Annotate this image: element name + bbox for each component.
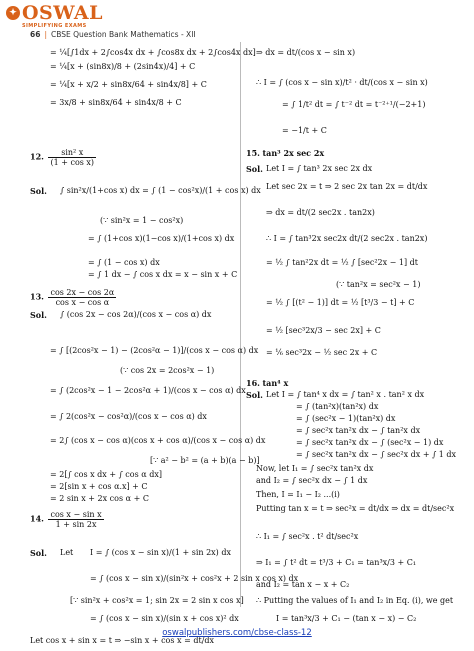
solution-line: Let I = ∫ tan⁴ x dx = ∫ tan² x . tan² x dx bbox=[266, 390, 425, 399]
logo-emblem-icon: ✦ bbox=[6, 6, 20, 20]
question-number: 12. bbox=[30, 151, 44, 162]
sol-text: Sol. bbox=[30, 310, 47, 320]
solution-line: Then, I = I₁ − I₂ ...(i) bbox=[256, 490, 340, 499]
solution-line: = ∫ (tan²x)(tan²x) dx bbox=[296, 402, 379, 411]
solution-label bbox=[30, 310, 47, 321]
running-title: CBSE Question Bank Mathematics - XII bbox=[50, 30, 196, 39]
numerator: sin² x bbox=[48, 148, 96, 158]
solution-line: = ∫ (2cos²x − 1 − 2cos²α + 1)/(cos x − cos α) dx bbox=[50, 386, 246, 395]
solution-line: = ∫ (1+cos x)(1−cos x)/(1+cos x) dx bbox=[88, 234, 235, 243]
separator: | bbox=[44, 30, 47, 39]
solution-line: = ∫ (sec²x − 1)(tan²x) dx bbox=[296, 414, 396, 423]
solution-note: (∵ tan²x = sec²x − 1) bbox=[336, 280, 421, 289]
question-number: 16. bbox=[246, 378, 260, 388]
solution-line: ∫ (cos 2x − cos 2α)/(cos x − cos α) dx bbox=[60, 310, 212, 319]
solution-line: ⇒ I₁ = ∫ t² dt = t³/3 + C₁ = tan³x/3 + C₁ bbox=[256, 558, 417, 567]
solution-line: I = ∫ (cos x − sin x)/(1 + sin 2x) dx bbox=[90, 548, 231, 557]
page-number: 66 bbox=[30, 30, 41, 39]
solution-note: (∵ sin²x = 1 − cos²x) bbox=[100, 216, 184, 225]
solution-line: Putting tan x = t ⇒ sec²x = dt/dx ⇒ dx = dt/sec²x bbox=[256, 504, 455, 513]
question-12 bbox=[30, 148, 98, 167]
solution-line: = ⅙ sec³2x − ½ sec 2x + C bbox=[266, 348, 378, 357]
logo-text: OSWAL bbox=[22, 2, 103, 24]
question-13 bbox=[30, 288, 118, 307]
solution-note: [∵ sin²x + cos²x = 1; sin 2x = 2 sin x cos x] bbox=[70, 596, 244, 605]
solution-line: = ∫ (cos x − sin x)/(sin²x + cos²x + 2 sin x cos x) dx bbox=[90, 574, 299, 583]
solution-line: = 2∫ (cos x − cos α)(cos x + cos α)/(cos x − cos α) dx bbox=[50, 436, 266, 445]
question-fraction bbox=[48, 288, 116, 307]
question-text: tan⁴ x bbox=[262, 378, 289, 388]
solution-line: ∫ sin²x/(1+cos x) dx = ∫ (1 − cos²x)/(1 + cos x) dx bbox=[60, 186, 261, 195]
solution-line: = 2 sin x + 2x cos α + C bbox=[50, 494, 149, 503]
question-fraction bbox=[48, 510, 103, 529]
solution-line: and I₂ = tan x − x + C₂ bbox=[256, 580, 350, 589]
numerator: cos 2x − cos 2α bbox=[50, 288, 115, 297]
solution-line: = ½ [sec³2x/3 − sec 2x] + C bbox=[266, 326, 381, 335]
solution-line: I = tan³x/3 + C₁ − (tan x − x) − C₂ bbox=[276, 614, 417, 623]
solution-line: = ∫ sec²x tan²x dx − ∫ sec²x dx + ∫ 1 dx bbox=[296, 450, 457, 459]
solution-line: = ∫ 1/t² dt = ∫ t⁻² dt = t⁻²⁺¹/(−2+1) bbox=[282, 100, 426, 109]
sol-text: Sol. bbox=[30, 186, 47, 196]
solution-line: = 2[∫ cos x dx + ∫ cos α dx] bbox=[50, 470, 162, 479]
solution-line: ∴ I = ∫ (cos x − sin x)/t² · dt/(cos x − sin x) bbox=[256, 78, 428, 87]
solution-line: ∴ I = ∫ tan³2x sec2x dt/(2 sec2x . tan2x) bbox=[266, 234, 428, 243]
question-14 bbox=[30, 510, 106, 529]
question-16 bbox=[246, 378, 288, 389]
denominator: cos x − cos α bbox=[55, 298, 110, 307]
solution-line: Let cos x + sin x = t ⇒ −sin x + cos x = dt/dx bbox=[30, 636, 214, 645]
sol-text: Sol. bbox=[246, 164, 263, 174]
solution-label bbox=[30, 186, 47, 197]
solution-line: ⇒ dx = dt/(cos x − sin x) bbox=[256, 48, 356, 57]
question-fraction bbox=[48, 148, 96, 167]
solution-line: = ∫ 1 dx − ∫ cos x dx = x − sin x + C bbox=[88, 270, 238, 279]
solution-line: = ∫ (cos x − sin x)/(sin x + cos x)² dx bbox=[90, 614, 239, 623]
oswal-logo bbox=[6, 2, 103, 29]
solution-line: = ∫ sec²x tan²x dx − ∫ tan²x dx bbox=[296, 426, 421, 435]
sol-text: Sol. bbox=[246, 390, 263, 400]
solution-line: = ¼[x + (sin8x)/8 + (2sin4x)/4] + C bbox=[50, 62, 196, 71]
solution-note: [∵ a² − b² = (a + b)(a − b)] bbox=[150, 456, 260, 465]
question-number: 15. bbox=[246, 148, 260, 158]
solution-label bbox=[246, 390, 263, 401]
solution-line: = −1/t + C bbox=[282, 126, 327, 135]
solution-line: = ¼[∫1dx + 2∫cos4x dx + ∫cos8x dx + 2∫cos4x dx] bbox=[50, 48, 256, 57]
solution-line: = 2[sin x + cos α.x] + C bbox=[50, 482, 148, 491]
solution-line: ∴ Putting the values of I₁ and I₂ in Eq. (i), we get bbox=[256, 596, 454, 605]
denominator: 1 + sin 2x bbox=[55, 520, 97, 529]
solution-line: ∴ I₁ = ∫ sec²x . t² dt/sec²x bbox=[256, 532, 359, 541]
solution-line: = ½ ∫ tan²2x dt = ½ ∫ [sec²2x − 1] dt bbox=[266, 258, 419, 267]
logo-tagline: SIMPLIFYING EXAMS bbox=[22, 23, 87, 29]
question-15 bbox=[246, 148, 324, 159]
solution-line: = ¼[x + x/2 + sin8x/64 + sin4x/8] + C bbox=[50, 80, 207, 89]
column-divider bbox=[240, 42, 241, 607]
solution-line: = ∫ (1 − cos x) dx bbox=[88, 258, 160, 267]
solution-note: (∵ cos 2x = 2cos²x − 1) bbox=[120, 366, 215, 375]
page-header bbox=[0, 0, 474, 42]
solution-line: = ½ ∫ [(t² − 1)] dt = ½ [t³/3 − t] + C bbox=[266, 298, 415, 307]
solution-let: Let bbox=[60, 548, 74, 557]
solution-line: = 3x/8 + sin8x/64 + sin4x/8 + C bbox=[50, 98, 182, 107]
denominator: (1 + cos x) bbox=[50, 158, 95, 167]
solution-label bbox=[246, 164, 263, 175]
question-text: tan³ 2x sec 2x bbox=[262, 148, 325, 158]
solution-line: = ∫ [(2cos²x − 1) − (2cos²α − 1)]/(cos x − cos α) dx bbox=[50, 346, 259, 355]
question-number: 13. bbox=[30, 291, 44, 302]
solution-line: = ∫ sec²x tan²x dx − ∫ (sec²x − 1) dx bbox=[296, 438, 444, 447]
question-number: 14. bbox=[30, 513, 44, 524]
solution-line: Let I = ∫ tan³ 2x sec 2x dx bbox=[266, 164, 373, 173]
publisher-link[interactable]: oswalpublishers.com/cbse-class-12 bbox=[162, 628, 312, 638]
solution-line: and I₂ = ∫ sec²x dx − ∫ 1 dx bbox=[256, 476, 368, 485]
running-head bbox=[30, 30, 196, 39]
solution-line: = ∫ 2(cos²x − cos²α)/(cos x − cos α) dx bbox=[50, 412, 207, 421]
page-footer bbox=[0, 628, 474, 638]
sol-text: Sol. bbox=[30, 548, 47, 558]
solution-label bbox=[30, 548, 47, 559]
numerator: cos x − sin x bbox=[50, 510, 102, 519]
solution-line: Now, let I₁ = ∫ sec²x tan²x dx bbox=[256, 464, 374, 473]
solution-line: Let sec 2x = t ⇒ 2 sec 2x tan 2x = dt/dx bbox=[266, 182, 428, 191]
solution-line: ⇒ dx = dt/(2 sec2x . tan2x) bbox=[266, 208, 375, 217]
